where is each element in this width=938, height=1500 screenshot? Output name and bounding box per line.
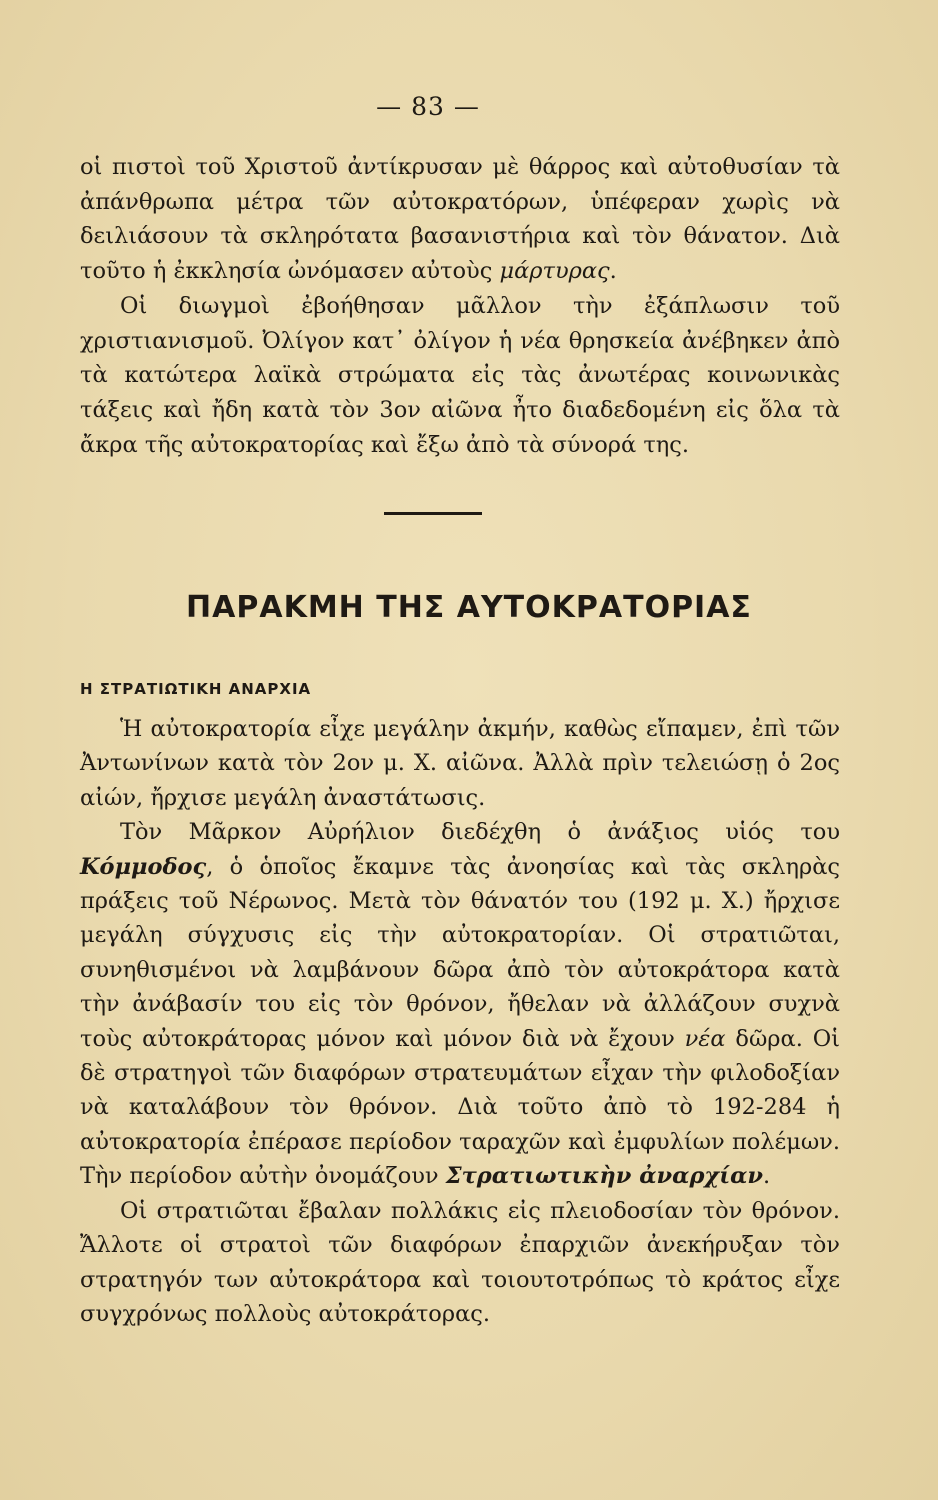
paragraph-martyrs-end: . <box>609 258 617 285</box>
chapter-title: ΠΑΡΑΚΜΗ ΤΗΣ ΑΥΤΟΚΡΑΤΟΡΙΑΣ <box>186 590 752 625</box>
paragraph-commodus <box>80 815 840 1193</box>
term-commodus: Κόμμοδος <box>80 853 207 880</box>
paragraph-commodus-end: . <box>763 1163 771 1190</box>
term-military-anarchy: Στρατιωτικὴν ἀναρχίαν <box>445 1163 764 1190</box>
top-text-block <box>80 150 840 462</box>
page-number: — 83 — <box>376 92 480 121</box>
paragraph-martyrs <box>80 150 840 289</box>
term-martyrs: μάρτυρας <box>499 258 610 285</box>
paragraph-commodus-text: Τὸν Μᾶρκον Αὐρήλιον διεδέχθη ὁ ἀνάξιος υἱός του <box>120 819 840 846</box>
section-title: Η ΣΤΡΑΤΙΩΤΙΚΗ ΑΝΑΡΧΙΑ <box>80 680 312 698</box>
section-divider <box>384 512 482 515</box>
paragraph-commodus-text-2: , ὁ ὁποῖος ἔκαμνε τὰς ἀνοησίας καὶ τὰς σκληρὰς πράξεις τοῦ Νέρωνος. Μετὰ τὸν θάνατόν του (192 μ. Χ.) ἤρχισε μεγάλη σύγχυσις εἰς τὴν αὐτοκρατορίαν. Οἱ στρατιῶται, συνηθισμένοι νὰ λαμβάνουν δῶρα ἀπὸ τὸν αὐτοκράτορα κατὰ τὴν ἀνάβασίν του εἰς τὸν θρόνον, ἤθελαν νὰ ἀλλάζουν συχνὰ τοὺς αὐτοκράτορας μόνον καὶ μόνον διὰ νὰ ἔχουν <box>80 853 840 1052</box>
paragraph-empire-peak: Ἡ αὐτοκρατορία εἶχε μεγάλην ἀκμήν, καθὼς εἴπαμεν, ἐπὶ τῶν Ἀντωνίνων κατὰ τὸν 2ον μ. Χ. αἰῶνα. Ἀλλὰ πρὶν τελειώσῃ ὁ 2ος αἰών, ἤρχισε μεγάλη ἀναστάτωσις. <box>80 716 840 811</box>
paragraph-commodus-text-3: δῶρα. Οἱ δὲ στρατηγοὶ τῶν διαφόρων στρατευμάτων εἶχαν τὴν φιλοδοξίαν νὰ καταλάβουν τὸν θρόνον. Διὰ τοῦτο ἀπὸ τὸ 192-284 ἡ αὐτοκρατορία ἐπέρασε περίοδον ταραχῶν καὶ ἐμφυλίων πολέμων. Τὴν περίοδον αὐτὴν ὀνομάζουν <box>80 1025 840 1190</box>
section-text-block <box>80 712 840 1331</box>
paragraph-persecutions: Οἱ διωγμοὶ ἐβοήθησαν μᾶλλον τὴν ἐξάπλωσιν τοῦ χριστιανισμοῦ. Ὀλίγον κατ᾽ ὀλίγον ἡ νέα θρησκεία ἀνέβηκεν ἀπὸ τὰ κατώτερα λαϊκὰ στρώματα εἰς τὰς ἀνωτέρας κοινωνικὰς τάξεις καὶ ἤδη κατὰ τὸν 3ον αἰῶνα ἦτο διαδεδομένη εἰς ὅλα τὰ ἄκρα τῆς αὐτοκρατορίας καὶ ἔξω ἀπὸ τὰ σύνορά της. <box>80 292 840 458</box>
paragraph-martyrs-text: οἱ πιστοὶ τοῦ Χριστοῦ ἀντίκρυσαν μὲ θάρρος καὶ αὐτοθυσίαν τὰ ἀπάνθρωπα μέτρα τῶν αὐτοκρατόρων, ὑπέφεραν χωρὶς νὰ δειλιάσουν τὰ σκληρότατα βασανιστήρια καὶ τὸν θάνατον. Διὰ τοῦτο ἡ ἐκκλησία ὠνόμασεν αὐτοὺς <box>80 154 840 285</box>
paragraph-soldiers: Οἱ στρατιῶται ἔβαλαν πολλάκις εἰς πλειοδοσίαν τὸν θρόνον. Ἄλλοτε οἱ στρατοὶ τῶν διαφόρων ἐπαρχιῶν ἀνεκήρυξαν τὸν στρατηγόν των αὐτοκράτορα καὶ τοιουτοτρόπως τὸ κράτος εἶχε συγχρόνως πολλοὺς αὐτοκράτορας. <box>80 1197 840 1327</box>
term-new: νέα <box>684 1025 726 1052</box>
